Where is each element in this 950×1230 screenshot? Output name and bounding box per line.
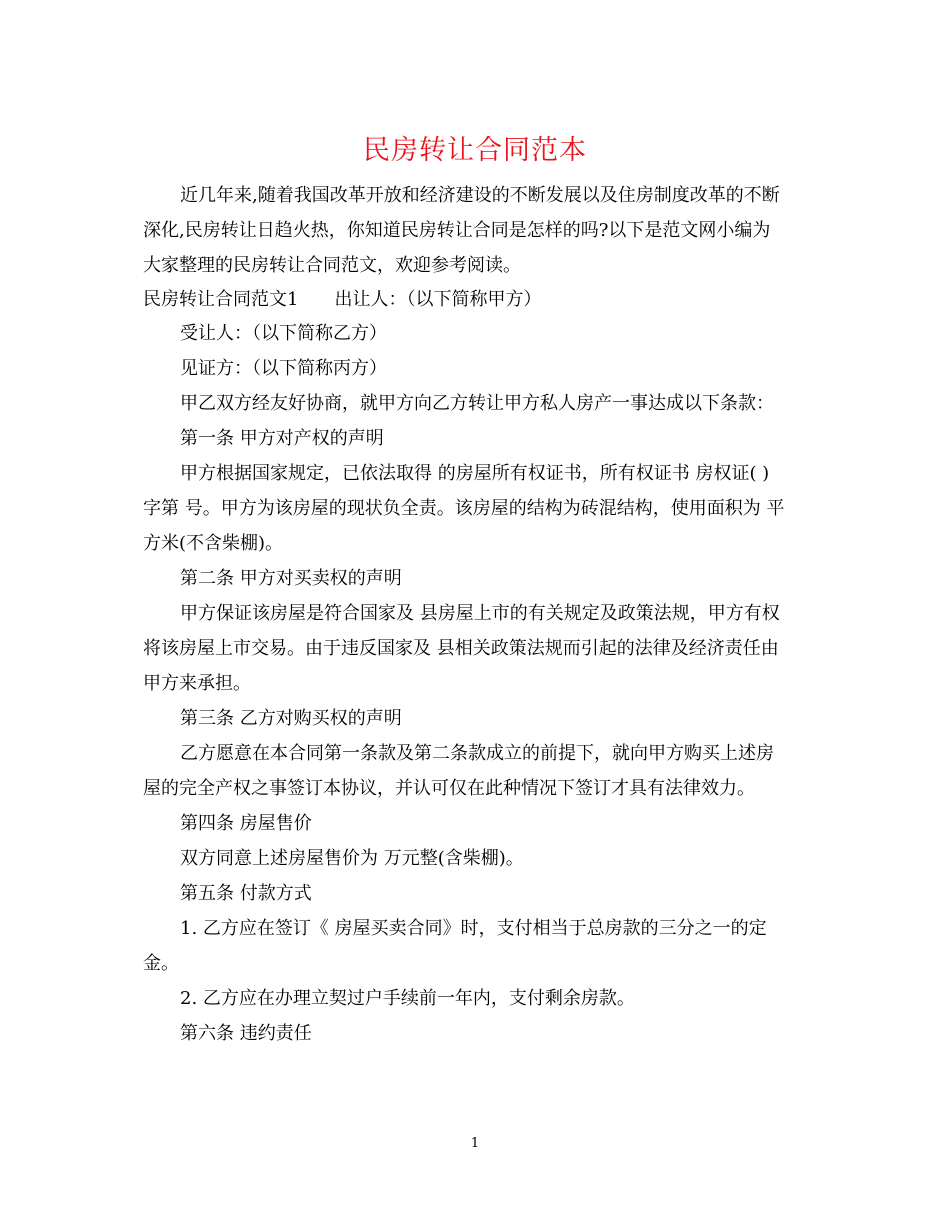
section-heading: 第四条 房屋售价: [180, 813, 312, 834]
text-line: 甲方根据国家规定，已依法取得 的房屋所有权证书，所有权证书 房权证( ): [180, 463, 770, 484]
text-line: 乙方愿意在本合同第一条款及第二条款成立的前提下，就向甲方购买上述房: [180, 743, 774, 764]
text-line: 双方同意上述房屋售价为 万元整(含柴棚)。: [180, 848, 524, 869]
text-line: 受让人：（以下简称乙方）: [180, 323, 387, 344]
text-line: 民房转让合同范文1 出让人：（以下简称甲方）: [143, 289, 542, 310]
text-line: 甲方来承担。: [143, 673, 251, 694]
document-title: 民房转让合同范本: [363, 135, 587, 166]
section-heading: 第三条 乙方对购买权的声明: [180, 708, 402, 729]
text-line: 1. 乙方应在签订《 房屋买卖合同》时，支付相当于总房款的三分之一的定: [180, 918, 767, 939]
text-line: 金。: [143, 953, 179, 974]
text-line: 深化,民房转让日趋火热，你知道民房转让合同是怎样的吗?以下是范文网小编为: [143, 220, 771, 241]
text-line: 甲方保证该房屋是符合国家及 县房屋上市的有关规定及政策法规，甲方有权: [180, 603, 780, 624]
text-line: 2. 乙方应在办理立契过户手续前一年内，支付剩余房款。: [180, 988, 635, 1009]
text-line: 方米(不含柴棚)。: [143, 533, 284, 554]
text-line: 甲乙双方经友好协商，就甲方向乙方转让甲方私人房产一事达成以下条款：: [180, 393, 774, 414]
text-line: 字第 号。甲方为该房屋的现状负全责。该房屋的结构为砖混结构，使用面积为 平: [143, 498, 785, 519]
section-heading: 第二条 甲方对买卖权的声明: [180, 568, 402, 589]
text-line: 屋的完全产权之事签订本协议，并认可仅在此种情况下签订才具有法律效力。: [143, 778, 755, 799]
page-number: 1: [470, 1136, 480, 1151]
text-line: 见证方：（以下简称丙方）: [180, 358, 387, 379]
text-line: 大家整理的民房转让合同范文，欢迎参考阅读。: [143, 255, 521, 276]
section-heading: 第一条 甲方对产权的声明: [180, 428, 384, 449]
text-line: 近几年来,随着我国改革开放和经济建设的不断发展以及住房制度改革的不断: [180, 185, 780, 206]
section-heading: 第六条 违约责任: [180, 1023, 312, 1044]
text-line: 将该房屋上市交易。由于违反国家及 县相关政策法规而引起的法律及经济责任由: [143, 638, 779, 659]
section-heading: 第五条 付款方式: [180, 883, 312, 904]
